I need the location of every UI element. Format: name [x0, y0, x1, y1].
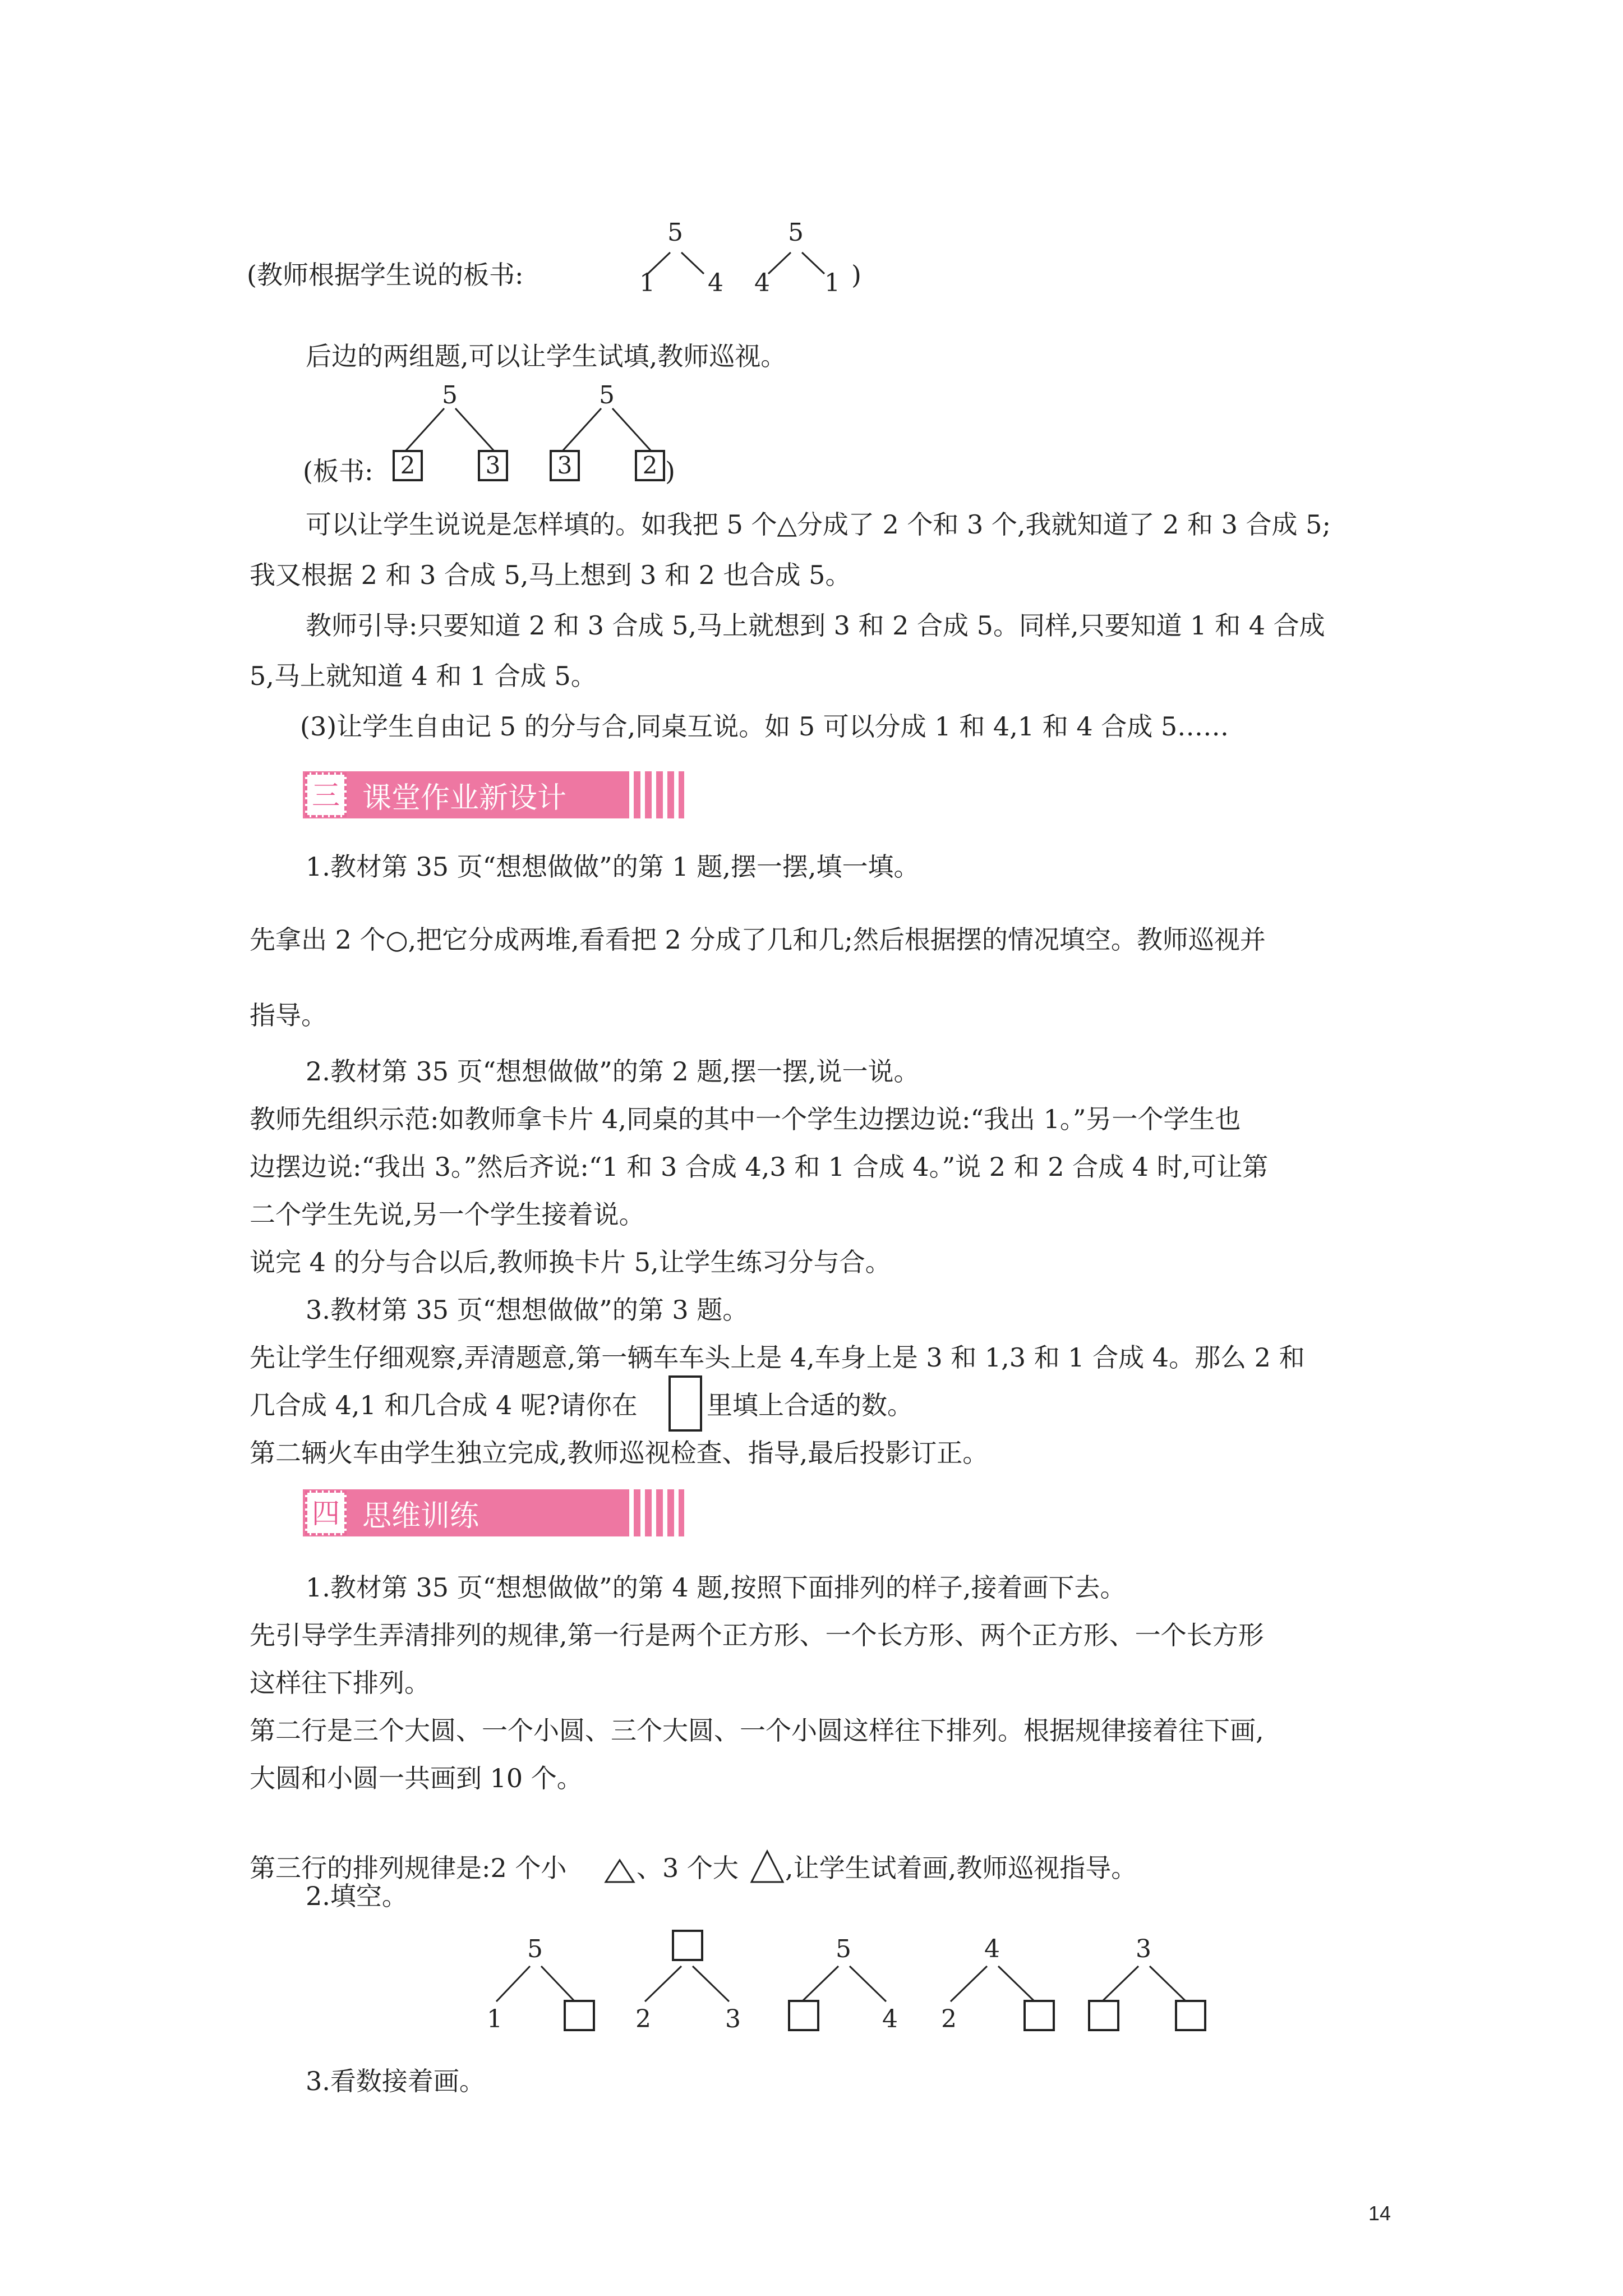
paragraph: ,让学生试着画,教师巡视指导。	[785, 1853, 1137, 1883]
paragraph: 大圆和小圆一共画到 10 个。	[250, 1763, 583, 1793]
answer-box: 2	[635, 450, 665, 481]
answer-box: 3	[550, 450, 580, 481]
board-suffix: )	[665, 456, 675, 486]
paragraph: 第三行的排列规律是:2 个小	[250, 1853, 567, 1883]
paragraph: 可以让学生说说是怎样填的。如我把 5 个△分成了 2 个和 3 个,我就知道了 2 和 3 合成 5;	[306, 509, 1331, 540]
tree-top: 5	[599, 381, 615, 409]
stripe-decoration	[623, 1489, 684, 1536]
tree-top: 5	[442, 381, 458, 409]
section-title: 思维训练	[362, 1499, 479, 1533]
paragraph: 这样往下排列。	[250, 1668, 430, 1698]
tree-left: 2	[635, 2005, 651, 2033]
tree-right: 4	[882, 2005, 898, 2033]
tree-left: 1	[639, 269, 655, 297]
paragraph: 里填上合适的数。	[707, 1390, 913, 1420]
paragraph: 2.填空。	[306, 1881, 408, 1911]
board-prefix: (教师根据学生说的板书:	[247, 260, 524, 290]
answer-box	[1088, 2000, 1119, 2031]
tree-right: 1	[824, 269, 840, 297]
section-title-bar	[350, 1489, 684, 1536]
tree-top: 5	[836, 1935, 851, 1963]
paragraph: 教师先组织示范:如教师拿卡片 4,同桌的其中一个学生边摆边说:“我出 1。”另一个学生也	[250, 1104, 1241, 1134]
paragraph: 先引导学生弄清排列的规律,第一行是两个正方形、一个长方形、两个正方形、一个长方形	[250, 1620, 1264, 1650]
paragraph: 先拿出 2 个○,把它分成两堆,看看把 2 分成了几和几;然后根据摆的情况填空。教师巡视并	[250, 924, 1266, 955]
paragraph: 教师引导:只要知道 2 和 3 合成 5,马上就想到 3 和 2 合成 5。同样,只要知道 1 和 4 合成	[306, 610, 1325, 641]
board-suffix: )	[851, 260, 861, 290]
paragraph: 边摆边说:“我出 3。”然后齐说:“1 和 3 合成 4,3 和 1 合成 4。”说 2 和 2 合成 4 时,可让第	[250, 1152, 1269, 1182]
stripe-decoration	[623, 771, 684, 818]
paragraph: 5,马上就知道 4 和 1 合成 5。	[250, 661, 597, 691]
paragraph: 指导。	[250, 1000, 327, 1030]
board-prefix: (板书:	[303, 456, 374, 486]
section-title-bar	[350, 771, 684, 818]
section-header	[303, 1489, 684, 1536]
paragraph: 1.教材第 35 页“想想做做”的第 4 题,按照下面排列的样子,接着画下去。	[306, 1572, 1126, 1603]
tree-top: 3	[1136, 1935, 1151, 1963]
tree-top: 5	[667, 218, 683, 247]
tree-left: 1	[487, 2005, 502, 2033]
tree-right: 3	[725, 2005, 741, 2033]
tree-top: 5	[788, 218, 804, 247]
tree-top: 5	[527, 1935, 543, 1963]
section-number: 四	[305, 1490, 347, 1535]
section-number: 三	[305, 772, 347, 817]
paragraph: 、3 个大	[637, 1853, 739, 1883]
paragraph: 我又根据 2 和 3 合成 5,马上想到 3 和 2 也合成 5。	[250, 560, 851, 590]
tree-top: 4	[984, 1935, 1000, 1963]
paragraph: 第二行是三个大圆、一个小圆、三个大圆、一个小圆这样往下排列。根据规律接着往下画,	[250, 1715, 1264, 1746]
answer-box	[564, 2000, 595, 2031]
paragraph: 2.教材第 35 页“想想做做”的第 2 题,摆一摆,说一说。	[306, 1056, 920, 1087]
paragraph: 后边的两组题,可以让学生试填,教师巡视。	[306, 341, 787, 371]
tree-right: 4	[708, 269, 723, 297]
section-header	[303, 771, 684, 818]
paragraph: (3)让学生自由记 5 的分与合,同桌互说。如 5 可以分成 1 和 4,1 和 4 合成 5……	[300, 711, 1229, 742]
paragraph: 二个学生先说,另一个学生接着说。	[250, 1199, 645, 1230]
paragraph: 3.看数接着画。	[306, 2066, 485, 2096]
paragraph: 1.教材第 35 页“想想做做”的第 1 题,摆一摆,填一填。	[306, 852, 920, 882]
tree-left: 2	[941, 2005, 957, 2033]
tree-left: 4	[754, 269, 770, 297]
paragraph: 3.教材第 35 页“想想做做”的第 3 题。	[306, 1295, 749, 1325]
page-number: 14	[1368, 2202, 1391, 2225]
answer-box	[1175, 2000, 1206, 2031]
paragraph: 说完 4 的分与合以后,教师换卡片 5,让学生练习分与合。	[250, 1247, 891, 1277]
answer-box	[1023, 2000, 1055, 2031]
section-title: 课堂作业新设计	[362, 781, 567, 815]
paragraph: 先让学生仔细观察,弄清题意,第一辆车车头上是 4,车身上是 3 和 1,3 和 1 合成 4。那么 2 和	[250, 1342, 1305, 1373]
answer-box	[788, 2000, 819, 2031]
inline-answer-box	[668, 1375, 702, 1432]
answer-box: 3	[478, 450, 508, 481]
paragraph: 几合成 4,1 和几合成 4 呢?请你在	[250, 1390, 638, 1420]
paragraph: 第二辆火车由学生独立完成,教师巡视检查、指导,最后投影订正。	[250, 1438, 989, 1468]
answer-box: 2	[393, 450, 423, 481]
answer-box	[672, 1930, 703, 1961]
